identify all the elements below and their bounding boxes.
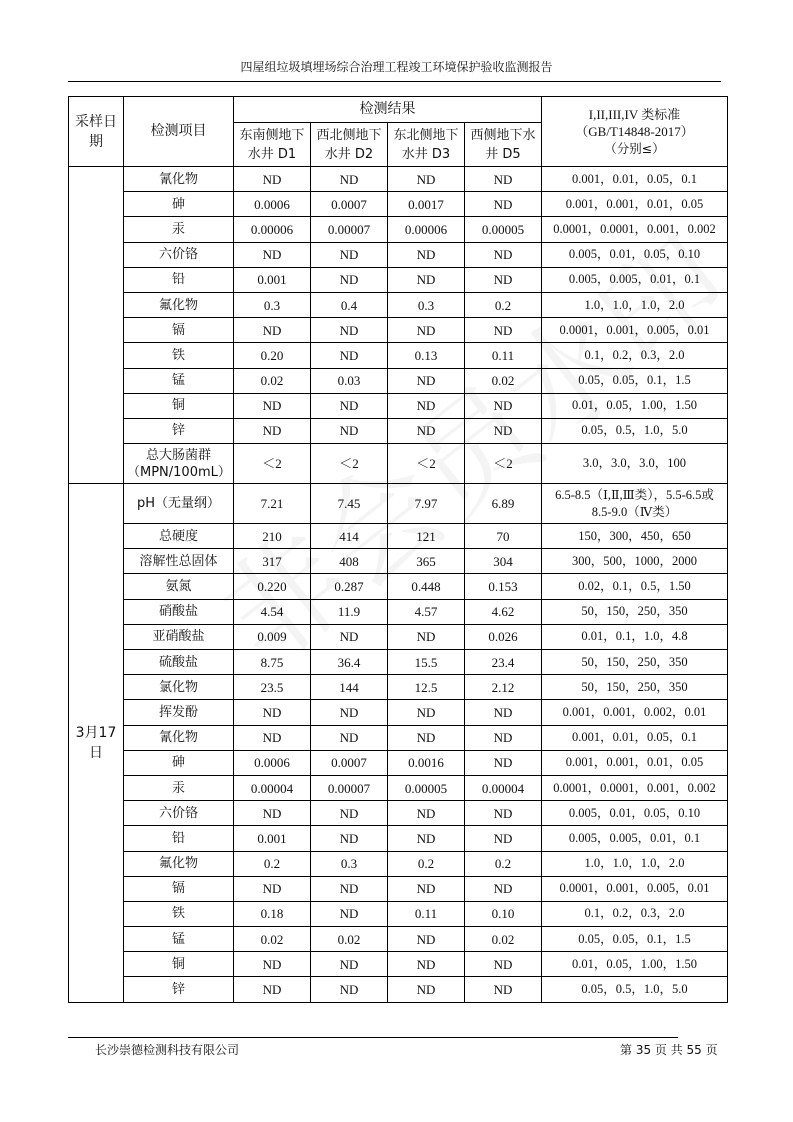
header-standard-line2: （GB/T14848-2017） [575,124,694,139]
value-d1-cell: ND [234,977,311,1002]
test-item-cell: 锰 [124,927,234,952]
test-item-cell: 铜 [124,952,234,977]
value-d2-cell: 144 [311,675,388,700]
standard-cell: 6.5-8.5（Ⅰ,Ⅱ,Ⅲ类），5.5-6.5或 8.5-9.0（Ⅳ类） [542,484,728,524]
table-row [69,725,728,750]
value-d3-cell: 0.0016 [388,750,465,775]
footer-company: 长沙崇德检测科技有限公司 [95,1043,240,1057]
value-d1-cell: ＜2 [234,444,311,484]
value-d5-cell: 0.02 [465,368,542,393]
value-d3-cell: 0.13 [388,343,465,368]
value-d1-cell: 0.02 [234,927,311,952]
standard-cell: 50，150，250，350 [542,675,728,700]
value-d3-cell: 15.5 [388,650,465,675]
value-d1-cell: 0.009 [234,624,311,649]
test-item-cell: 锌 [124,977,234,1002]
table-row [69,851,728,876]
value-d1-cell: ND [234,725,311,750]
value-d5-cell: 304 [465,549,542,574]
test-item-cell: 六价铬 [124,801,234,826]
test-item-cell: 溶解性总固体 [124,549,234,574]
value-d3-cell: ND [388,418,465,443]
value-d3-cell: ND [388,876,465,901]
value-d5-cell: ND [465,318,542,343]
table-row [69,675,728,700]
standard-cell: 0.0001，0.001，0.005，0.01 [542,876,728,901]
header-sampling-date: 采样日期 [69,97,124,167]
table-row [69,192,728,217]
table-row [69,977,728,1002]
value-d5-cell: 0.11 [465,343,542,368]
value-d3-cell: ND [388,801,465,826]
standard-cell: 0.005，0.01，0.05，0.10 [542,242,728,267]
value-d3-cell: 365 [388,549,465,574]
value-d5-cell: ND [465,192,542,217]
value-d3-cell: ND [388,393,465,418]
standard-cell: 1.0，1.0，1.0，2.0 [542,292,728,317]
standard-cell: 50，150，250，350 [542,650,728,675]
footer-page-number: 第 35 页 共 55 页 [620,1043,718,1057]
value-d5-cell: ＜2 [465,444,542,484]
value-d1-cell: 0.0006 [234,750,311,775]
standard-cell: 0.005，0.005，0.01，0.1 [542,267,728,292]
value-d5-cell: ND [465,977,542,1002]
value-d3-cell: 4.57 [388,599,465,624]
standard-cell: 0.001，0.01，0.05，0.1 [542,167,728,192]
value-d5-cell: ND [465,418,542,443]
value-d3-cell: 0.0017 [388,192,465,217]
standard-cell: 1.0，1.0，1.0，2.0 [542,851,728,876]
value-d5-cell: 0.153 [465,574,542,599]
standard-cell: 0.05，0.5，1.0，5.0 [542,977,728,1002]
value-d3-cell: 0.2 [388,851,465,876]
value-d5-cell: ND [465,700,542,725]
header-standard-line1: I,II,III,IV 类标准 [588,107,681,122]
value-d2-cell: 0.0007 [311,750,388,775]
table-row [69,599,728,624]
value-d1-cell: ND [234,700,311,725]
test-item-cell: 挥发酚 [124,700,234,725]
test-item-cell: 锌 [124,418,234,443]
standard-cell: 50，150，250，350 [542,599,728,624]
value-d5-cell: 0.2 [465,851,542,876]
value-d1-cell: ND [234,801,311,826]
table-row [69,484,728,524]
value-d1-cell: 317 [234,549,311,574]
value-d5-cell: 23.4 [465,650,542,675]
value-d5-cell: 70 [465,524,542,549]
header-well-d5: 西侧地下水井 D5 [465,123,542,167]
test-item-cell: 镉 [124,318,234,343]
standard-cell: 0.0001，0.001，0.005，0.01 [542,318,728,343]
test-item-cell: 铁 [124,343,234,368]
standard-cell: 300，500，1000，2000 [542,549,728,574]
value-d3-cell: ND [388,927,465,952]
value-d1-cell: ND [234,318,311,343]
value-d5-cell: 0.026 [465,624,542,649]
sampling-date-cell [69,167,124,484]
value-d2-cell: 0.3 [311,851,388,876]
test-item-cell: 镉 [124,876,234,901]
value-d1-cell: 0.18 [234,901,311,926]
table-row [69,826,728,851]
value-d1-cell: 210 [234,524,311,549]
value-d1-cell: 0.0006 [234,192,311,217]
table-row [69,217,728,242]
table-row [69,624,728,649]
standard-cell: 150，300，450，650 [542,524,728,549]
standard-cell: 0.0001，0.0001，0.001，0.002 [542,217,728,242]
test-item-cell: 砷 [124,192,234,217]
value-d2-cell: 36.4 [311,650,388,675]
header-divider [68,81,721,82]
standard-cell: 0.001，0.001，0.002，0.01 [542,700,728,725]
value-d2-cell: ND [311,826,388,851]
value-d3-cell: ND [388,700,465,725]
value-d3-cell: 0.11 [388,901,465,926]
table-row [69,393,728,418]
test-item-cell: 氰化物 [124,725,234,750]
value-d3-cell: 0.00005 [388,775,465,800]
table-row [69,242,728,267]
value-d1-cell: 7.21 [234,484,311,524]
value-d3-cell: 0.448 [388,574,465,599]
standard-cell: 0.05，0.05，0.1，1.5 [542,927,728,952]
table-row [69,343,728,368]
test-item-cell: 氟化物 [124,851,234,876]
test-item-cell: 铅 [124,267,234,292]
value-d3-cell: ND [388,318,465,343]
test-item-cell: 氯化物 [124,675,234,700]
value-d2-cell: ND [311,418,388,443]
test-item-cell: 六价铬 [124,242,234,267]
value-d1-cell: 0.00006 [234,217,311,242]
monitoring-results-table [68,96,728,1003]
header-test-results: 检测结果 [234,97,542,123]
value-d1-cell: 0.220 [234,574,311,599]
standard-cell: 0.005，0.005，0.01，0.1 [542,826,728,851]
test-item-cell: 总硬度 [124,524,234,549]
value-d2-cell: ND [311,267,388,292]
value-d2-cell: ND [311,901,388,926]
value-d5-cell: ND [465,952,542,977]
value-d1-cell: 0.001 [234,826,311,851]
value-d1-cell: 0.2 [234,851,311,876]
value-d2-cell: ND [311,977,388,1002]
value-d1-cell: ND [234,242,311,267]
value-d1-cell: ND [234,167,311,192]
value-d2-cell: 0.03 [311,368,388,393]
value-d5-cell: ND [465,826,542,851]
value-d5-cell: 0.00004 [465,775,542,800]
value-d1-cell: 0.3 [234,292,311,317]
value-d5-cell: ND [465,725,542,750]
test-item-cell: 氨氮 [124,574,234,599]
value-d2-cell: ND [311,242,388,267]
results-table-container [68,96,728,1003]
value-d2-cell: 414 [311,524,388,549]
value-d3-cell: 121 [388,524,465,549]
value-d2-cell: 0.00007 [311,217,388,242]
standard-cell: 0.01，0.05，1.00，1.50 [542,393,728,418]
header-well-d2: 西北侧地下水井 D2 [311,123,388,167]
value-d2-cell: ND [311,876,388,901]
value-d3-cell: ND [388,725,465,750]
value-d2-cell: ND [311,167,388,192]
value-d2-cell: ND [311,393,388,418]
standard-cell: 0.05，0.5，1.0，5.0 [542,418,728,443]
page-header-title: 四屋组垃圾填埋场综合治理工程竣工环境保护验收监测报告 [240,60,553,74]
value-d5-cell: ND [465,801,542,826]
value-d5-cell: 0.2 [465,292,542,317]
header-standard-line3: （分别≤） [604,141,665,156]
table-row [69,549,728,574]
table-row [69,318,728,343]
test-item-cell: 硫酸盐 [124,650,234,675]
test-item-cell: 氰化物 [124,167,234,192]
value-d3-cell: ＜2 [388,444,465,484]
test-item-cell: 硝酸盐 [124,599,234,624]
value-d2-cell: ND [311,318,388,343]
value-d5-cell: 0.10 [465,901,542,926]
footer-divider [68,1037,678,1038]
test-item-cell: 铅 [124,826,234,851]
standard-cell: 3.0，3.0，3.0，100 [542,444,728,484]
value-d3-cell: ND [388,826,465,851]
test-item-cell: pH（无量纲） [124,484,234,524]
header-well-d1: 东南侧地下水井 D1 [234,123,311,167]
test-item-cell: 汞 [124,217,234,242]
value-d2-cell: 7.45 [311,484,388,524]
value-d1-cell: ND [234,952,311,977]
value-d1-cell: 0.001 [234,267,311,292]
table-row [69,444,728,484]
sampling-date-cell: 3月17日 [69,484,124,1003]
value-d3-cell: ND [388,368,465,393]
table-row [69,876,728,901]
value-d5-cell: 0.02 [465,927,542,952]
standard-cell: 0.001，0.001，0.01，0.05 [542,192,728,217]
value-d5-cell: ND [465,750,542,775]
table-row [69,267,728,292]
test-item-cell: 汞 [124,775,234,800]
value-d5-cell: ND [465,242,542,267]
value-d2-cell: ND [311,725,388,750]
table-row [69,901,728,926]
value-d3-cell: 0.00006 [388,217,465,242]
value-d2-cell: ND [311,952,388,977]
value-d5-cell: ND [465,393,542,418]
value-d3-cell: 7.97 [388,484,465,524]
standard-cell: 0.1，0.2，0.3，2.0 [542,343,728,368]
value-d3-cell: 0.3 [388,292,465,317]
standard-cell: 0.001，0.01，0.05，0.1 [542,725,728,750]
value-d2-cell: 0.0007 [311,192,388,217]
table-row [69,952,728,977]
table-row [69,801,728,826]
test-item-cell: 铁 [124,901,234,926]
table-row [69,167,728,192]
value-d5-cell: 0.00005 [465,217,542,242]
value-d1-cell: 8.75 [234,650,311,675]
test-item-cell: 总大肠菌群（MPN/100mL） [124,444,234,484]
header-standard [542,97,728,167]
value-d1-cell: 4.54 [234,599,311,624]
test-item-cell: 氟化物 [124,292,234,317]
value-d2-cell: 0.4 [311,292,388,317]
value-d1-cell: 0.20 [234,343,311,368]
value-d3-cell: ND [388,267,465,292]
value-d5-cell: 4.62 [465,599,542,624]
standard-cell: 0.01，0.05，1.00，1.50 [542,952,728,977]
value-d1-cell: 0.00004 [234,775,311,800]
value-d5-cell: ND [465,267,542,292]
results-table-body [69,167,728,1003]
table-row [69,292,728,317]
value-d2-cell: 0.287 [311,574,388,599]
value-d2-cell: ND [311,343,388,368]
table-row [69,524,728,549]
standard-cell: 0.02，0.1，0.5，1.50 [542,574,728,599]
value-d3-cell: ND [388,977,465,1002]
value-d2-cell: 0.00007 [311,775,388,800]
table-row [69,418,728,443]
standard-cell: 0.01，0.1，1.0，4.8 [542,624,728,649]
value-d3-cell: ND [388,167,465,192]
value-d2-cell: 408 [311,549,388,574]
value-d2-cell: ND [311,624,388,649]
table-row [69,927,728,952]
value-d1-cell: 23.5 [234,675,311,700]
value-d3-cell: ND [388,242,465,267]
test-item-cell: 砷 [124,750,234,775]
value-d2-cell: ND [311,801,388,826]
table-row [69,750,728,775]
value-d5-cell: ND [465,876,542,901]
table-row [69,368,728,393]
value-d1-cell: ND [234,418,311,443]
test-item-cell: 锰 [124,368,234,393]
header-test-item: 检测项目 [124,97,234,167]
value-d2-cell: ND [311,700,388,725]
standard-cell: 0.0001，0.0001，0.001，0.002 [542,775,728,800]
test-item-cell: 亚硝酸盐 [124,624,234,649]
value-d5-cell: 2.12 [465,675,542,700]
value-d5-cell: 6.89 [465,484,542,524]
value-d5-cell: ND [465,167,542,192]
value-d2-cell: ＜2 [311,444,388,484]
value-d3-cell: ND [388,952,465,977]
table-row [69,650,728,675]
value-d3-cell: ND [388,624,465,649]
table-row [69,700,728,725]
value-d2-cell: 11.9 [311,599,388,624]
value-d1-cell: 0.02 [234,368,311,393]
test-item-cell: 铜 [124,393,234,418]
standard-cell: 0.001，0.001，0.01，0.05 [542,750,728,775]
table-row [69,574,728,599]
standard-cell: 0.05，0.05，0.1，1.5 [542,368,728,393]
standard-cell: 0.1，0.2，0.3，2.0 [542,901,728,926]
value-d1-cell: ND [234,393,311,418]
table-row [69,775,728,800]
value-d1-cell: ND [234,876,311,901]
standard-cell: 0.005，0.01，0.05，0.10 [542,801,728,826]
header-well-d3: 东北侧地下水井 D3 [388,123,465,167]
value-d3-cell: 12.5 [388,675,465,700]
value-d2-cell: 0.02 [311,927,388,952]
